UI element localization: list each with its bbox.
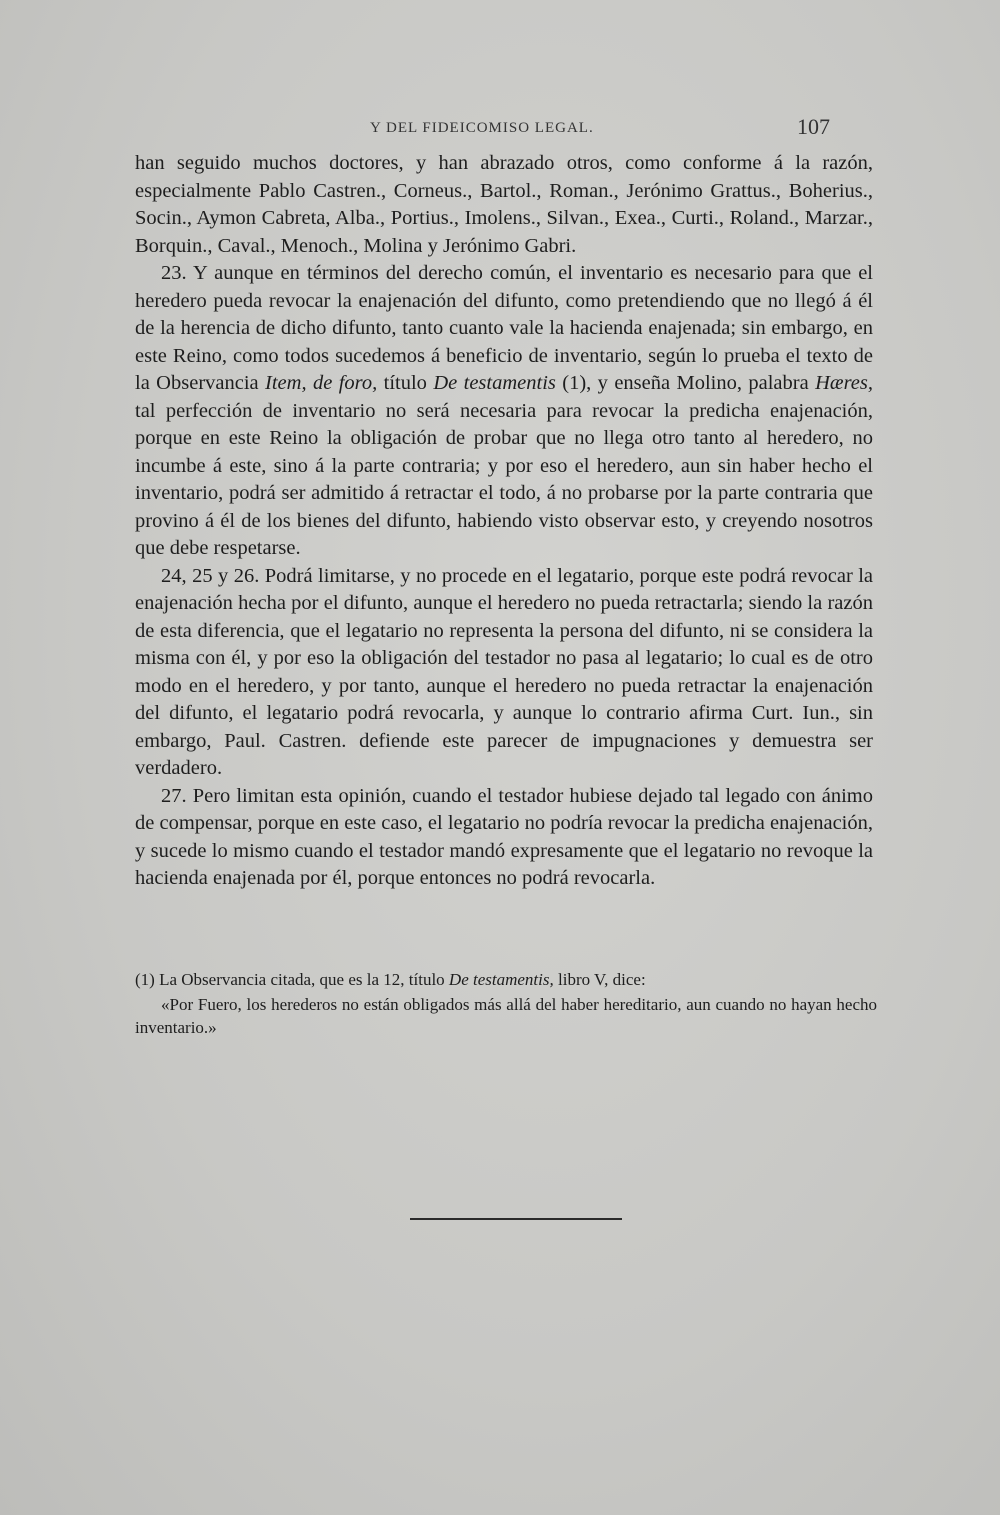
- page-number: 107: [797, 114, 830, 139]
- text-run: libro V, dice:: [553, 970, 646, 989]
- running-title: Y DEL FIDEICOMISO LEGAL.: [370, 120, 594, 136]
- footnotes: [135, 968, 877, 1041]
- text-run: Pero limitan esta opinión, cuando el testador hubiese dejado tal legado con ánimo de compensar, porque en este caso, el legatario no podría revocar la predicha enajenación, y sucede lo mismo cuando el testador mandó expresamente que el legatario no revoque la hacienda enajenada por él, porque entonces no podrá revocarla.: [135, 784, 873, 889]
- paragraph-continuation: han seguido muchos doctores, y han abrazado otros, como conforme á la razón, especialmente Pablo Castren., Corneus., Bartol., Roman., Jerónimo Grattus., Boherius., Socin., Aymon Cabreta, Alba., Portius., Imolens., Silvan., Exea., Curti., Roland., Marzar., Borquin., Caval., Menoch., Molina y Jerónimo Gabri.: [135, 152, 873, 257]
- text-run: La Observancia citada, que es la 12, título: [154, 970, 449, 989]
- italic-citation: Hæres,: [815, 372, 873, 394]
- paragraph-number: 27.: [161, 784, 187, 807]
- paragraph-24-26: [135, 563, 873, 783]
- text-run: tal perfección de inventario no será necesaria para revocar la predicha enajenación, porque en este Reino la obligación de probar que no llega otro tanto al heredero, no incumbe á este, sino á la parte contraria; y por eso el heredero, aun sin haber hecho el inventario, podrá ser admitido á retractar el todo, á no probarse por la parte contraria que provino á él de los bienes del difunto, habiendo visto observar esto, y creyendo nosotros que debe respetarse.: [135, 399, 873, 559]
- paragraph-number: 23.: [161, 262, 187, 284]
- footnote-marker: (1): [135, 970, 155, 989]
- end-rule: [410, 1218, 622, 1220]
- text-run: (1), y enseña Molino, palabra: [555, 372, 816, 394]
- paragraph-27: [135, 783, 873, 893]
- text-run: título: [377, 372, 434, 394]
- footnote-quote: «Por Fuero, los herederos no están obligados más allá del haber hereditario, aun cuando no hayan hecho inventario.»: [135, 995, 877, 1037]
- text-run: Y aunque en términos del derecho común, el inventario es necesario para que el heredero pueda revocar la enajenación del difunto, como pretendiendo que no llegó á él de la herencia de dicho difunto, tanto cuanto vale la hacienda enajenada; sin embargo, en este Reino, como todos sucedemos á beneficio de inventario, según lo prueba el texto de la Observancia: [135, 262, 873, 394]
- text-run: Podrá limitarse, y no procede en el legatario, porque este podrá revocar la enajenación hecha por el difunto, aunque el heredero no pueda retractarla; siendo la razón de esta diferencia, que el legatario no representa la persona del difunto, ni se considera la misma con él, y por eso la obligación del testador no pasa al legatario; lo cual es de otro modo en el heredero, y por tanto, aunque el heredero no pueda retractar la enajenación del difunto, el legatario podrá revocarla, y aunque lo contrario afirma Curt. Iun., sin embargo, Paul. Castren. defiende este parecer de impugnaciones y demuestra ser verdadero.: [135, 564, 873, 779]
- paragraph-number: 24, 25 y 26.: [161, 564, 260, 587]
- italic-citation: De testamentis: [433, 372, 556, 394]
- paragraph-23: [135, 260, 873, 563]
- italic-citation: Item, de foro,: [265, 372, 378, 394]
- italic-citation: De testamentis,: [448, 970, 554, 989]
- footnote-1: [135, 968, 877, 991]
- running-head: [370, 114, 850, 142]
- body-text: [135, 150, 873, 893]
